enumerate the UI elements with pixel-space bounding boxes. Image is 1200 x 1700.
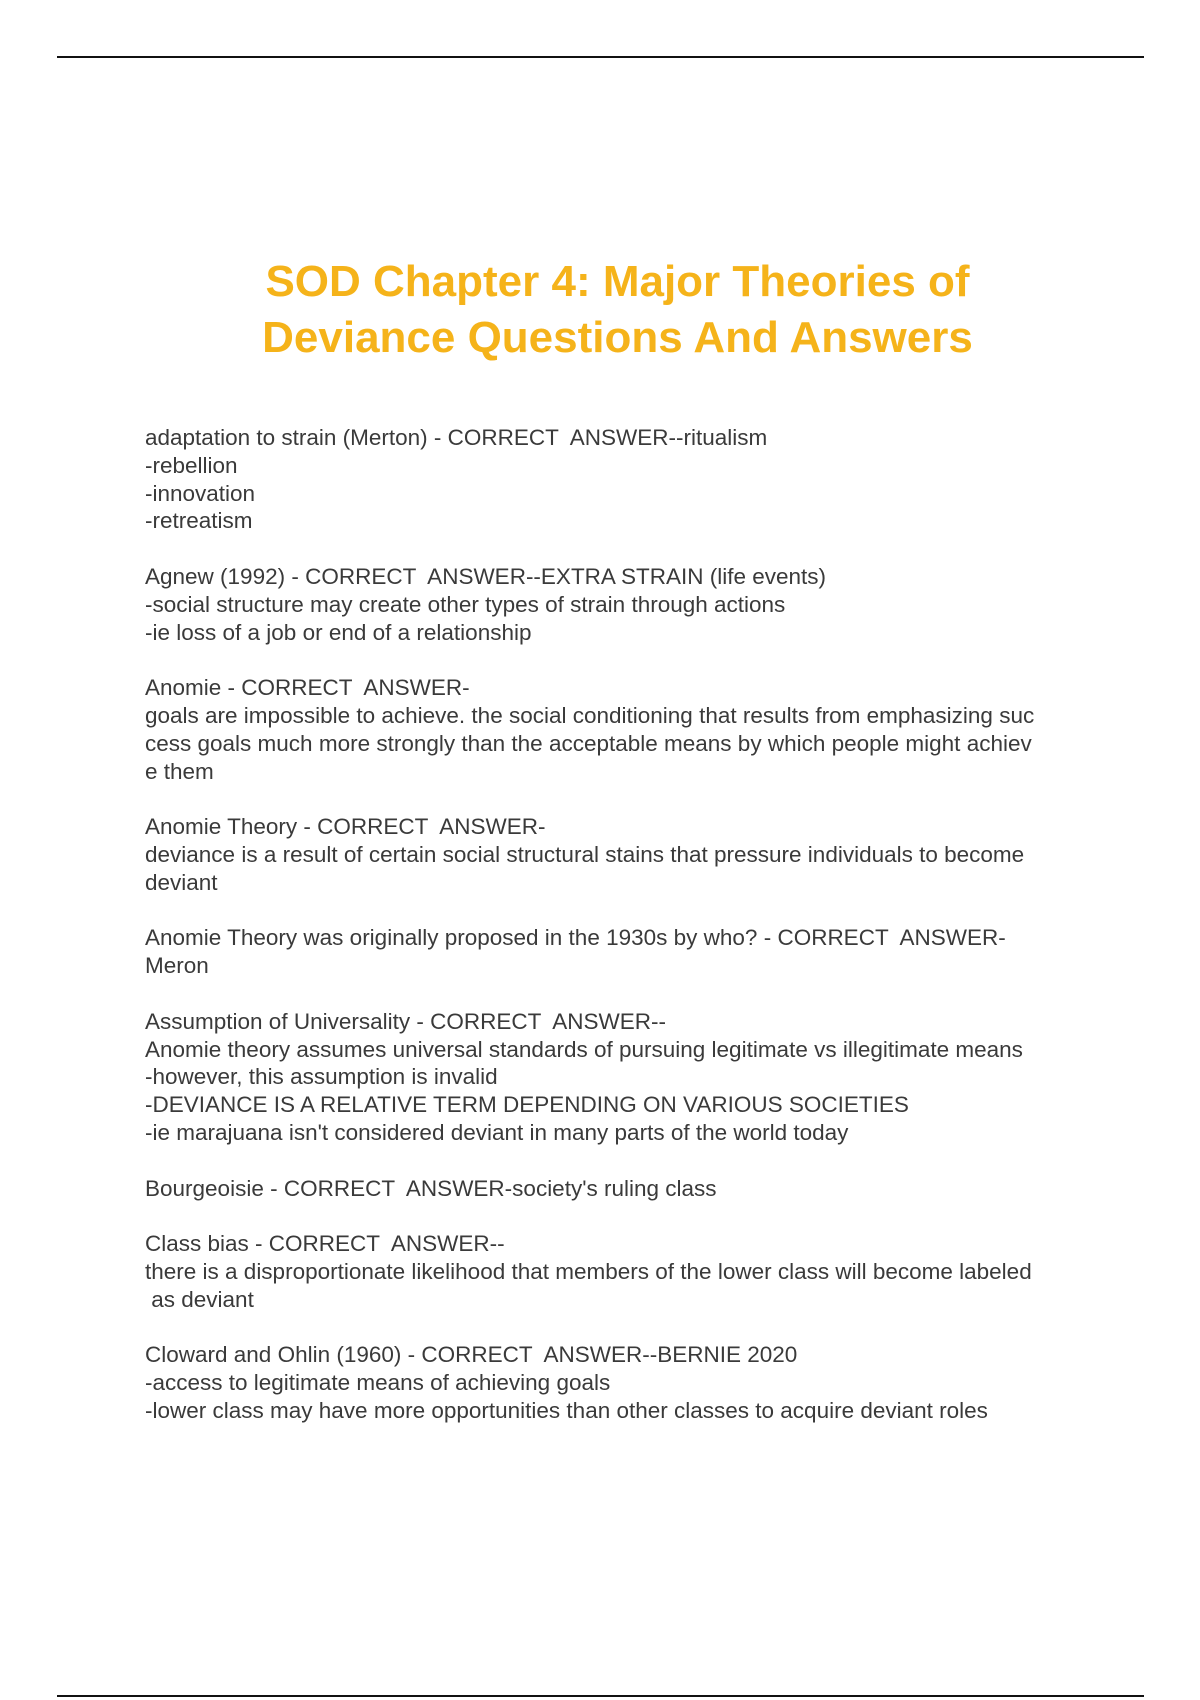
entry-line: deviant — [145, 869, 218, 895]
qa-entry-agnew — [145, 563, 1095, 646]
entry-line: Anomie - CORRECT ANSWER- — [145, 675, 470, 701]
entry-line: Anomie theory assumes universal standards of pursuing legitimate vs illegitimate means — [145, 1036, 1023, 1062]
entry-line: -ie marajuana isn't considered deviant in many parts of the world today — [145, 1119, 849, 1145]
entry-line: adaptation to strain (Merton) - CORRECT ANSWER--ritualism — [145, 425, 768, 450]
entry-line: there is a disproportionate likelihood that members of the lower class will become labeled — [145, 1258, 1032, 1284]
qa-entry-anomie-theory — [145, 813, 1095, 896]
qa-entry-class-bias — [145, 1230, 1095, 1313]
qa-entry-anomie — [145, 674, 1095, 785]
document-title — [100, 254, 1135, 366]
entry-line: Agnew (1992) - CORRECT ANSWER--EXTRA STRAIN (life events) — [145, 563, 826, 589]
entry-line: as deviant — [145, 1286, 254, 1312]
entry-line: -social structure may create other types of strain through actions — [145, 591, 786, 617]
entry-line: -DEVIANCE IS A RELATIVE TERM DEPENDING ON VARIOUS SOCIETIES — [145, 1092, 909, 1118]
entry-line: -however, this assumption is invalid — [145, 1064, 498, 1090]
entry-line: -retreatism — [145, 508, 253, 534]
entry-line: -innovation — [145, 480, 256, 506]
entry-line: cess goals much more strongly than the acceptable means by which people might achiev — [145, 730, 1032, 756]
bottom-rule — [57, 1695, 1144, 1697]
entry-line: deviance is a result of certain social structural stains that pressure individuals to become — [145, 841, 1025, 867]
qa-entry-cloward-and-ohlin — [145, 1341, 1095, 1424]
qa-entry-anomie-origin — [145, 924, 1095, 980]
entry-line: Anomie Theory - CORRECT ANSWER- — [145, 814, 546, 840]
entry-line: goals are impossible to achieve. the social conditioning that results from emphasizing suc — [145, 702, 1035, 728]
qa-entry-bourgeoisie — [145, 1175, 1095, 1203]
entry-line: -lower class may have more opportunities than other classes to acquire deviant roles — [145, 1397, 988, 1423]
entry-line: Assumption of Universality - CORRECT ANSWER-- — [145, 1008, 666, 1034]
title-line-2: Deviance Questions And Answers — [262, 313, 973, 362]
entry-line: Class bias - CORRECT ANSWER-- — [145, 1231, 505, 1257]
top-rule — [57, 56, 1144, 58]
entry-line: -ie loss of a job or end of a relationship — [145, 619, 532, 645]
entry-line: -rebellion — [145, 452, 238, 478]
qa-entry-adaptation-to-strain — [145, 424, 1095, 535]
entry-line: Bourgeoisie - CORRECT ANSWER-society's ruling class — [145, 1175, 717, 1201]
entry-line: e them — [145, 758, 214, 784]
entry-line: Anomie Theory was originally proposed in the 1930s by who? - CORRECT ANSWER- — [145, 925, 1006, 951]
entry-line: Cloward and Ohlin (1960) - CORRECT ANSWER--BERNIE 2020 — [145, 1342, 798, 1368]
entry-line: Meron — [145, 953, 209, 979]
qa-list — [145, 424, 1095, 1452]
entry-line: -access to legitimate means of achieving goals — [145, 1370, 611, 1396]
title-line-1: SOD Chapter 4: Major Theories of — [265, 257, 970, 306]
qa-entry-assumption-of-universality — [145, 1008, 1095, 1147]
